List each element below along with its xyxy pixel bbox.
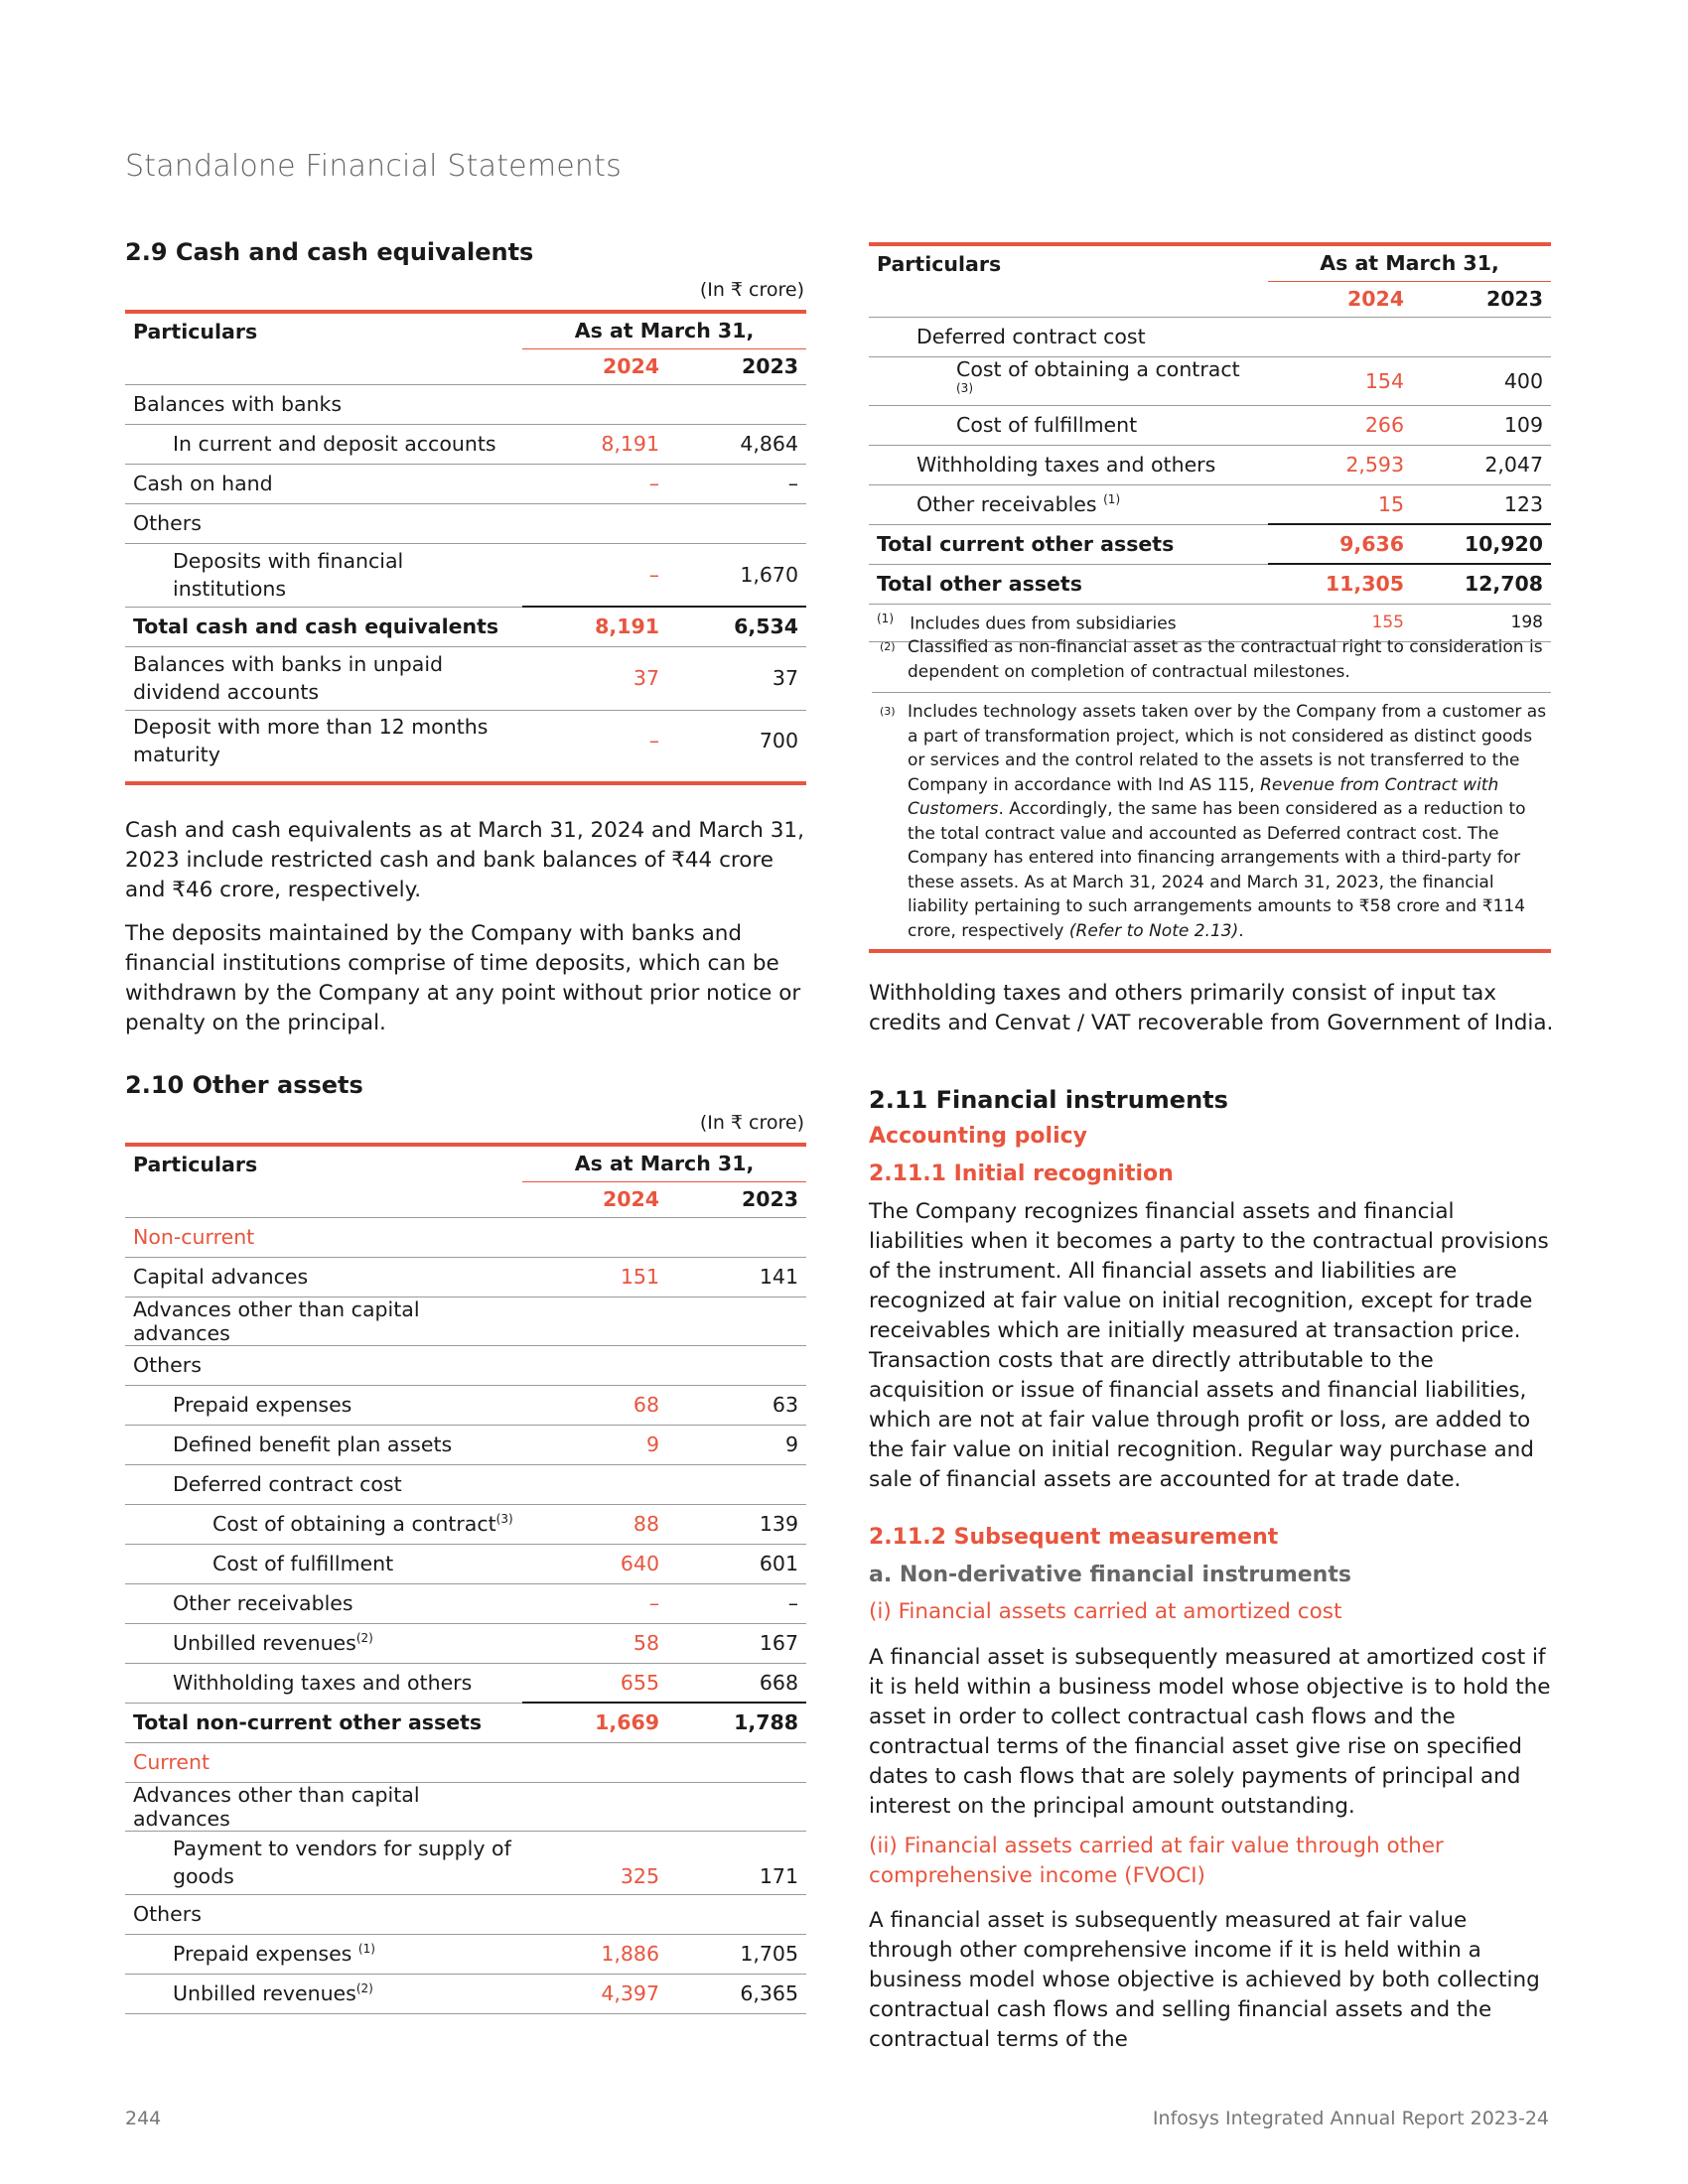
row-label: Others [125, 1345, 522, 1385]
fvoci-text: A financial asset is subsequently measured at fair value through other comprehensive income if it is held within a business model whose objective is achieved by both collecting contractual cash flows and selling financial assets and the contractual terms of the [869, 1908, 1540, 2052]
value-2023: 9 [667, 1425, 806, 1464]
report-name: Infosys Integrated Annual Report 2023-24 [1152, 2108, 1549, 2129]
section-2-10-unit: (In ₹ crore) [699, 1112, 804, 1134]
value-2023: 12,708 [1412, 564, 1551, 604]
table-2-9 [125, 314, 806, 771]
page-header-title: Standalone Financial Statements [125, 149, 622, 184]
row-label: Other receivables $^{(1)}$ [869, 484, 1268, 524]
value-2023: 601 [667, 1544, 806, 1583]
col-particulars: Particulars [133, 1152, 258, 1176]
value-2024: 155 [1268, 604, 1412, 641]
row-label: Unbilled revenues$^{(2)}$ [125, 1974, 522, 2013]
footnote-ref: (1) [357, 1942, 375, 1957]
section-2-10-title: 2.10 Other assets [125, 1071, 363, 1099]
value-2023: 1,705 [667, 1934, 806, 1974]
value-2023: 123 [1412, 484, 1551, 524]
row-label: Advances other than capital advances [125, 1782, 522, 1831]
footnote-ref: (2) [355, 1631, 373, 1646]
year-2023: 2023 [1412, 281, 1551, 317]
row-label: Cost of fulfillment [125, 1544, 522, 1583]
row-label-category: Non-current [125, 1217, 522, 1257]
value-2024: 37 [522, 646, 667, 710]
section-2-9-title: 2.9 Cash and cash equivalents [125, 238, 534, 266]
value-2023: 198 [1412, 604, 1551, 641]
footnote-mark: (1) [877, 611, 894, 625]
footnote-reference: (Refer to Note 2.13) [1068, 920, 1239, 941]
table-2-9-bottom-rule [125, 781, 806, 785]
value-2023: 141 [667, 1257, 806, 1297]
row-label: Capital advances [125, 1257, 522, 1297]
year-2024: 2024 [522, 348, 667, 384]
row-label: Balances with banks [125, 384, 522, 424]
col-particulars: Particulars [133, 319, 258, 343]
footnote-text: Classified as non-financial asset as the contractual right to consideration is dependent on completion of contractual milestones. [908, 637, 1543, 682]
value-2024: 154 [1268, 356, 1412, 405]
footnote-text: . [1238, 920, 1244, 941]
footnote-mark: (3) [880, 705, 896, 718]
row-label: Defined benefit plan assets [125, 1425, 522, 1464]
value-2023: 668 [667, 1663, 806, 1703]
value-2024: – [522, 464, 667, 503]
footnote-2 [872, 635, 1551, 693]
row-label-total: Total non-current other assets [125, 1703, 522, 1742]
row-label: Unbilled revenues$^{(2)}$ [125, 1623, 522, 1663]
footnote-ref: (3) [495, 1512, 513, 1527]
paragraph: Cash and cash equivalents as at March 31, 2024 and March 31, 2023 include restricted cash and bank balances of ₹44 crore and ₹46 crore, respectively. [125, 818, 804, 902]
amortized-cost-text: A financial asset is subsequently measured at amortized cost if it is held within a business model whose objective is to hold the asset in order to collect contractual cash flows and the contractual terms of the financial asset give rise on specified dates to cash flows that are solely payments of principal and interest on the principal amount outstanding. [869, 1645, 1551, 1819]
value-2024: 68 [522, 1385, 667, 1425]
accounting-policy-heading: Accounting policy [869, 1124, 1087, 1149]
section-2-9-notes [125, 816, 810, 1052]
value-2023: 139 [667, 1504, 806, 1544]
col-as-at: As at March 31, [1268, 246, 1551, 281]
value-2023: – [667, 464, 806, 503]
row-label: Balances with banks in unpaid dividend accounts [125, 646, 522, 710]
footnote-mark: (2) [880, 640, 896, 653]
value-2024: – [522, 1583, 667, 1623]
value-2023: 63 [667, 1385, 806, 1425]
value-2024: 2,593 [1268, 445, 1412, 484]
value-2023: 4,864 [667, 424, 806, 464]
value-2024: – [522, 543, 667, 607]
value-2023: 171 [667, 1831, 806, 1894]
subsequent-measurement-heading: 2.11.2 Subsequent measurement [869, 1525, 1279, 1550]
col-as-at: As at March 31, [522, 314, 806, 348]
footnote-3 [872, 700, 1551, 943]
initial-recognition-text: The Company recognizes financial assets and financial liabilities when it becomes a party to the contractual provisions of the instrument. All financial assets and liabilities are recognized at fair value on initial recognition, except for trade receivables which are initially measured at transaction price. Transaction costs that are directly attributable to the acquisition or issue of financial assets and financial liabilities, which are not at fair value through profit or loss, are added to the fair value on initial recognition. Regular way purchase and sale of financial assets are accounted for at trade date. [869, 1199, 1549, 1492]
row-label: Deferred contract cost [125, 1464, 522, 1504]
col-particulars: Particulars [877, 251, 1002, 276]
year-2023: 2023 [667, 348, 806, 384]
col-as-at: As at March 31, [522, 1147, 806, 1181]
row-label: Withholding taxes and others [869, 445, 1268, 484]
value-2024: 11,305 [1268, 564, 1412, 604]
row-label: Others [125, 1894, 522, 1934]
value-2023: 167 [667, 1623, 806, 1663]
footnote-row: $^{(1)}$ Includes dues from subsidiaries [869, 604, 1268, 641]
row-label: Prepaid expenses [125, 1385, 522, 1425]
row-label: Payment to vendors for supply of goods [125, 1831, 522, 1894]
value-2024: 655 [522, 1663, 667, 1703]
value-2024: 8,191 [522, 424, 667, 464]
paragraph: The deposits maintained by the Company with banks and financial institutions comprise of time deposits, which can be withdrawn by the Company at any point without prior notice or penalty on the principal. [125, 921, 801, 1035]
page-number: 244 [125, 2108, 162, 2129]
footnote-ref: (1) [1103, 492, 1121, 507]
non-derivative-heading: a. Non-derivative financial instruments [869, 1563, 1351, 1587]
row-label-total: Total current other assets [869, 524, 1268, 564]
footnote-ref: (2) [355, 1981, 373, 1996]
row-label-total: Total other assets [869, 564, 1268, 604]
withholding-note: Withholding taxes and others primarily consist of input tax credits and Cenvat / VAT recoverable from Government of India. [869, 981, 1554, 1035]
row-label: Advances other than capital advances [125, 1297, 522, 1345]
amortized-cost-heading: (i) Financial assets carried at amortized cost [869, 1599, 1342, 1624]
row-label: Prepaid expenses $^{(1)}$ [125, 1934, 522, 1974]
row-label: Cost of fulfillment [869, 405, 1268, 445]
value-2023: 1,670 [667, 543, 806, 607]
table-2-10-continued [869, 246, 1551, 642]
row-label: Deposits with financial institutions [125, 543, 522, 607]
year-2023: 2023 [667, 1181, 806, 1217]
section-2-9-unit: (In ₹ crore) [699, 279, 804, 301]
row-label: Other receivables [125, 1583, 522, 1623]
value-2023: 10,920 [1412, 524, 1551, 564]
value-2024: 266 [1268, 405, 1412, 445]
row-label-total: Total cash and cash equivalents [125, 607, 522, 646]
footnote-text: Includes technology assets taken over by the Company from a customer as a part of transformation project, which is not considered as distinct goods or services and the control related to the assets is not transferred to the Company in accordance with Ind AS 115, [908, 702, 1547, 795]
value-2023: 700 [759, 729, 798, 753]
value-2023: 6,534 [667, 607, 806, 646]
footnote-ref: (3) [956, 380, 973, 395]
section-2-11-title: 2.11 Financial instruments [869, 1086, 1228, 1114]
row-label: Cash on hand [125, 464, 522, 503]
value-2023: 6,365 [667, 1974, 806, 2013]
year-2024: 2024 [522, 1181, 667, 1217]
initial-recognition-heading: 2.11.1 Initial recognition [869, 1161, 1174, 1186]
value-2024: 4,397 [522, 1974, 667, 2013]
row-label: Deferred contract cost [869, 317, 1268, 356]
value-2024: 325 [522, 1831, 667, 1894]
value-2023: 37 [667, 646, 806, 710]
value-2024: 1,886 [522, 1934, 667, 1974]
value-2023: – [667, 1583, 806, 1623]
row-label: Deposit with more than 12 months maturity [133, 715, 489, 767]
value-2024: 88 [522, 1504, 667, 1544]
footnote-text: . Accordingly, the same has been considered as a reduction to the total contract value and accounted as Deferred contract cost. The Company has entered into financing arrangements with a third-party for these assets. As at March 31, 2024 and March 31, 2023, the financial liability pertaining to such arrangements amounts to ₹58 crore and ₹114 crore, respectively [908, 799, 1526, 941]
row-label: Cost of obtaining a contract$^{(3)}$ [125, 1504, 522, 1544]
value-2023: 400 [1412, 356, 1551, 405]
row-label-category: Current [125, 1742, 522, 1782]
year-2024: 2024 [1268, 281, 1412, 317]
value-2024: 9 [522, 1425, 667, 1464]
fvoci-heading: (ii) Financial assets carried at fair value through other comprehensive income (FVOCI) [869, 1834, 1444, 1888]
row-label: Others [125, 503, 522, 543]
value-2024: 1,669 [522, 1703, 667, 1742]
value-2024: 9,636 [1268, 524, 1412, 564]
table-2-10-cont-bottom-rule [869, 949, 1551, 953]
value-2024: 15 [1268, 484, 1412, 524]
value-2024: 58 [522, 1623, 667, 1663]
value-2023: 109 [1412, 405, 1551, 445]
value-2024: 640 [522, 1544, 667, 1583]
value-2024: 8,191 [522, 607, 667, 646]
value-2023: 2,047 [1412, 445, 1551, 484]
footnote-italic: Revenue from Contract with Customers [908, 774, 1499, 819]
table-2-10 [125, 1147, 806, 2014]
row-label: In current and deposit accounts [125, 424, 522, 464]
value-2024: – [648, 729, 659, 753]
row-label: Withholding taxes and others [125, 1663, 522, 1703]
row-label: Cost of obtaining a contract $^{(3)}$ [869, 356, 1268, 405]
value-2023: 1,788 [667, 1703, 806, 1742]
value-2024: 151 [522, 1257, 667, 1297]
